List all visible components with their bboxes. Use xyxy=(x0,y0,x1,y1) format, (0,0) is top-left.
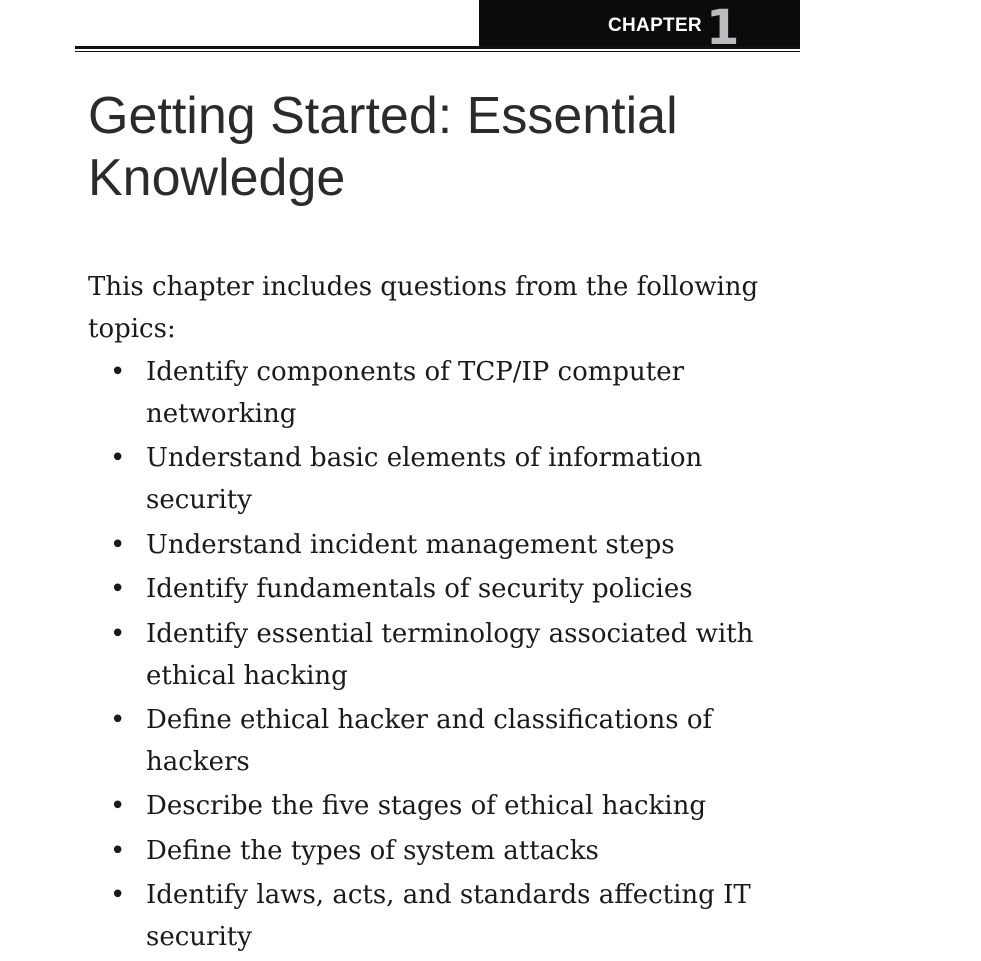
bullet-icon: • xyxy=(110,529,126,560)
topic-text: Identify fundamentals of security policies xyxy=(146,574,693,605)
topic-text: Understand incident management steps xyxy=(146,529,675,560)
topic-text: Understand basic elements of information security xyxy=(146,443,703,516)
bullet-icon: • xyxy=(110,880,126,911)
topic-item xyxy=(110,437,810,521)
chapter-label: CHAPTER xyxy=(608,15,702,36)
chapter-number: 1 xyxy=(706,0,740,56)
bullet-icon: • xyxy=(110,618,126,649)
topic-item xyxy=(110,830,810,872)
header-rule-thick xyxy=(75,46,800,49)
chapter-header xyxy=(0,0,981,60)
header-rule-thin xyxy=(75,51,800,52)
bullet-icon: • xyxy=(110,443,126,474)
topic-text: Define the types of system attacks xyxy=(146,835,599,866)
topic-item xyxy=(110,874,810,958)
bullet-icon: • xyxy=(110,835,126,866)
bullet-icon: • xyxy=(110,791,126,822)
topic-text: Define ethical hacker and classifications of hackers xyxy=(146,704,713,777)
topic-text: Identify components of TCP/IP computer networking xyxy=(146,357,685,429)
bullet-icon: • xyxy=(110,574,126,605)
topic-text: Identify essential terminology associated with ethical hacking xyxy=(146,618,754,691)
intro-paragraph: This chapter includes questions from the following topics: xyxy=(88,272,759,344)
topic-text: Describe the five stages of ethical hacking xyxy=(146,791,706,822)
topic-item xyxy=(110,699,810,783)
topic-list xyxy=(110,351,810,961)
topic-item xyxy=(110,613,810,697)
bullet-icon: • xyxy=(110,704,126,735)
topic-item xyxy=(110,785,810,827)
bullet-icon: • xyxy=(110,357,126,387)
topic-item xyxy=(110,568,810,610)
topic-item xyxy=(110,524,810,566)
topic-item xyxy=(110,351,810,435)
topic-text: Identify laws, acts, and standards affecting IT security xyxy=(146,880,751,953)
chapter-title: Getting Started: Essential Knowledge xyxy=(88,87,678,207)
